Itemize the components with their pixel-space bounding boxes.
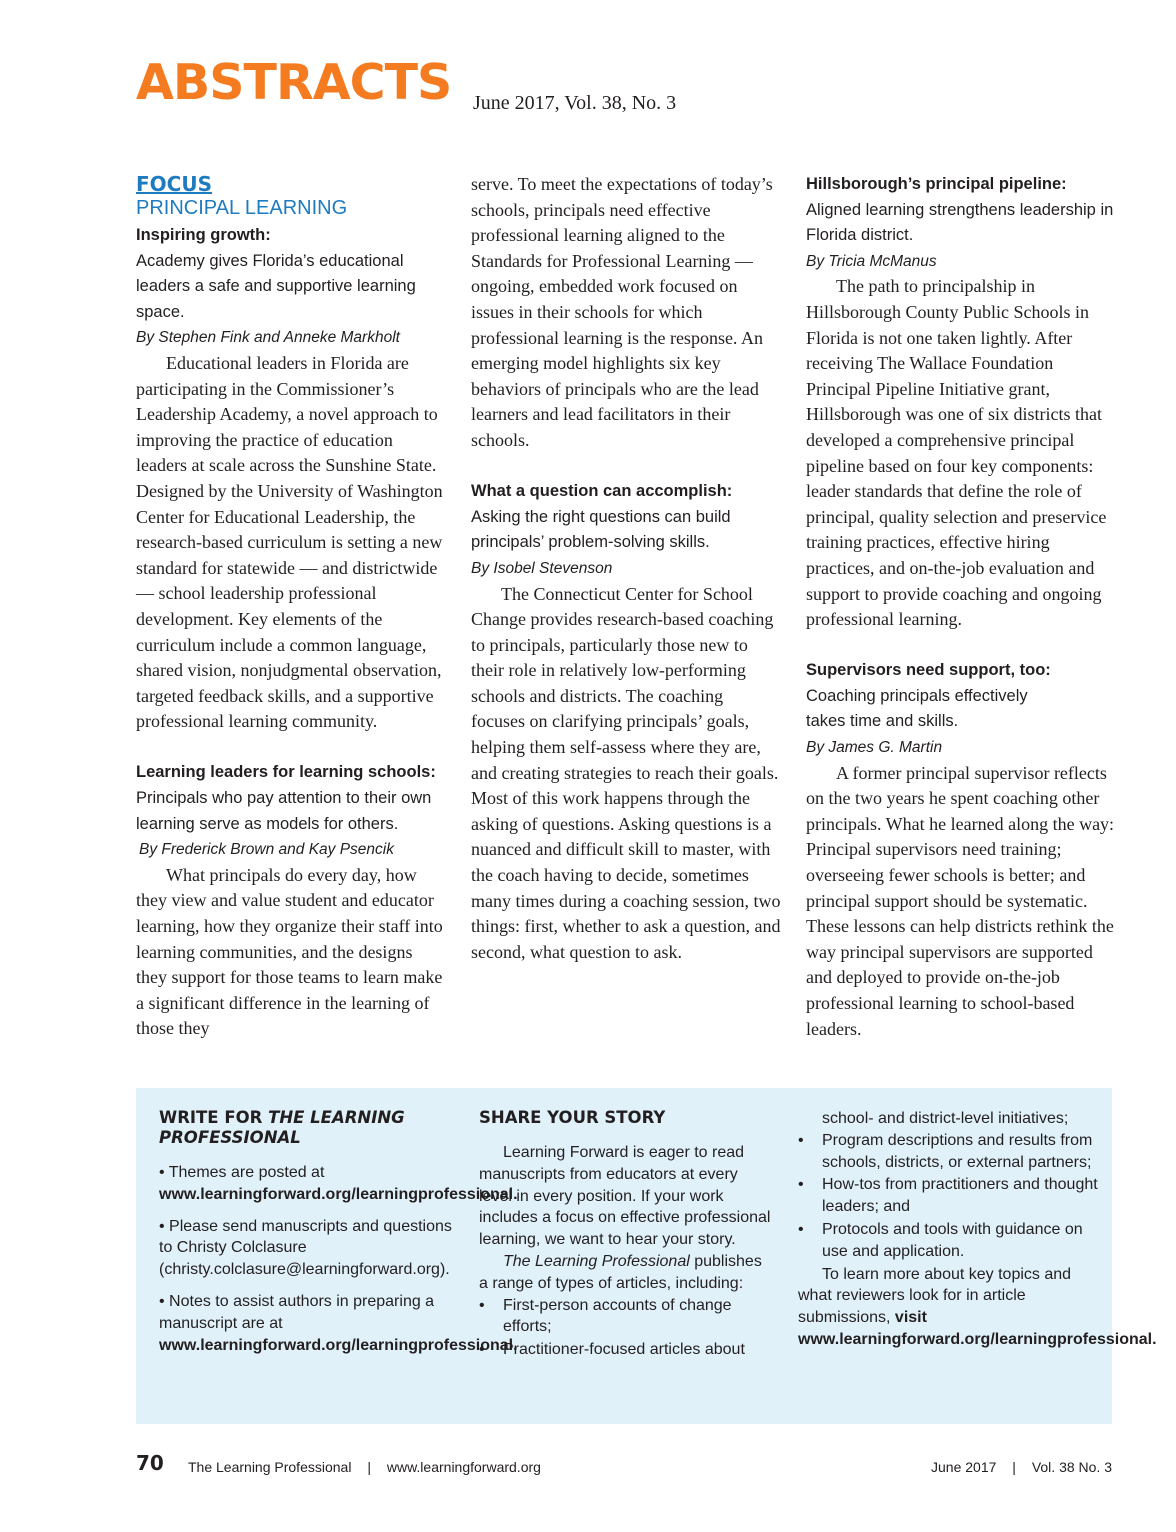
write-for-panel (159, 1108, 518, 1366)
abstract-learning-leaders (136, 760, 446, 1042)
footer-date: June 2017 (931, 1459, 997, 1475)
abstract-title: Supervisors need support, too: (806, 661, 1051, 680)
column-2 (471, 172, 781, 965)
section-heading: FOCUS (136, 172, 212, 196)
share-heading: SHARE YOUR STORY (479, 1108, 666, 1127)
abstract-body: Educational leaders in Florida are participating in the Commissioner’s Leadership Academy, a novel approach to improving the practice of education leaders at scale across the Sunshine State. Designed by the University of Washington Center for Educational Leadership, the research-based curriculum is setting a new standard for statewide — and districtwide — school leadership professional development. Key elements of the curriculum include a common language, shared vision, nonjudgmental observation, targeted feedback skills, and a supportive professional learning community. (136, 352, 443, 732)
abstract-byline: By Stephen Fink and Anneke Markholt (136, 329, 400, 347)
column-1 (136, 172, 446, 1042)
list-item: • Protocols and tools with guidance on use and application. (798, 1219, 1098, 1263)
author-info-box (136, 1088, 1157, 1424)
footer-volume: Vol. 38 No. 3 (1031, 1459, 1112, 1475)
abstract-body: The Connecticut Center for School Change provides research-based coaching to principals, particularly those new to their role in relatively low-performing schools and districts. The coaching focuses on clarifying principals’ goals, helping them self-assess where they are, and creating strategies to reach their goals. Most of this work happens through the asking of questions. Asking questions is a nuanced and difficult skill to master, with the coach having to decide, sometimes many times during a coaching session, two things: first, whether to ask a question, and second, what question to ask. (471, 583, 781, 962)
page-title: ABSTRACTS (136, 54, 452, 111)
abstract-byline: By Frederick Brown and Kay Psencik (139, 841, 394, 859)
abstract-body-continued: serve. To meet the expectations of today’s schools, principals need effective professional learning aligned to the Standards for Professional Learning — ongoing, embedded work focused on issues in their schools for which professional learning is the response. An emerging model highlights six key behaviors of principals who are the lead learners and lead facilitators in their schools. (471, 174, 773, 450)
list-item: • First-person accounts of change efforts; (479, 1295, 771, 1339)
abstract-body: The path to principalship in Hillsborough County Public Schools in Florida is not one taken lightly. After receiving The Wallace Foundation Principal Pipeline Initiative grant, Hillsborough was one of six districts that developed a comprehensive principal pipeline based on four key components: leader standards that define the role of principal, quality selection and preservice training practices, effective hiring practices, and on-the-job evaluation and support to provide coaching and ongoing professional learning. (806, 276, 1107, 630)
abstract-dek: Coaching principals effectively takes time and skills. (806, 686, 1028, 731)
write-heading: WRITE FOR THE LEARNING PROFESSIONAL (159, 1108, 405, 1147)
submission-link[interactable]: visit www.learningforward.org/learningprofessional. (798, 1309, 1157, 1348)
list-item: • Program descriptions and results from schools, districts, or external partners; (798, 1130, 1098, 1174)
publication-name: The Learning Professional (188, 1459, 352, 1475)
share-types: The Learning Professional publishes a range of types of articles, including: (479, 1252, 762, 1292)
manuscripts-note: • Please send manuscripts and questions to Christy Colclasure (christy.colclasure@learningforward.org). (159, 1217, 452, 1279)
issue-date: June 2017, Vol. 38, No. 3 (473, 92, 677, 114)
column-3 (806, 172, 1116, 1042)
website-link[interactable]: www.learningforward.org (386, 1459, 541, 1475)
abstract-title: Inspiring growth: (136, 226, 271, 244)
list-item-continued: school- and district-level initiatives; (822, 1110, 1069, 1127)
abstract-title: What a question can accomplish: (471, 482, 733, 501)
share-story-panel (479, 1108, 771, 1362)
abstract-body: A former principal supervisor reflects on the two years he spent coaching other principals. What he learned along the way: Principal supervisors need training; overseeing fewer schools is better; and principal support should be systematic. These lessons can help districts rethink the way principal supervisors are supported and deployed to provide on-the-job professional learning to school-based leaders. (806, 762, 1115, 1039)
abstract-byline: By James G. Martin (806, 739, 943, 757)
abstract-dek: Asking the right questions can build principals’ problem-solving skills. (471, 507, 731, 552)
abstract-byline: By Tricia McManus (806, 252, 937, 270)
abstract-dek: Aligned learning strengthens leadership in Florida district. (806, 200, 1114, 245)
share-closing: To learn more about key topics and what reviewers look for in article submissions, visit www.learningforward.org/learningprofessional. (798, 1265, 1157, 1348)
share-intro: Learning Forward is eager to read manuscripts from educators at every level in every position. If your work includes a focus on effective professional learning, we want to hear your story. (479, 1144, 771, 1249)
author-notes: • Notes to assist authors in preparing a manuscript are at www.learningforward.org/learningprofessional. (159, 1292, 518, 1354)
themes-note: • Themes are posted at www.learningforward.org/learningprofessional. (159, 1164, 518, 1203)
abstract-title: Hillsborough’s principal pipeline: (806, 175, 1067, 193)
abstract-dek: Academy gives Florida’s educational leaders a safe and supportive learning space. (136, 251, 416, 321)
abstract-inspiring-growth (136, 223, 446, 735)
subsection-heading: PRINCIPAL LEARNING (136, 197, 348, 219)
themes-link[interactable]: www.learningforward.org/learningprofessional. (159, 1185, 518, 1203)
abstract-dek: Principals who pay attention to their own learning serve as models for others. (136, 789, 432, 833)
list-item: • How-tos from practitioners and thought leaders; and (798, 1174, 1098, 1218)
abstract-hillsborough (806, 172, 1116, 633)
footer-separator: | (1012, 1459, 1016, 1475)
page-number: 70 (136, 1451, 164, 1475)
abstract-supervisors (806, 658, 1116, 1042)
list-item: • Practitioner-focused articles about (479, 1339, 771, 1361)
share-story-continued (798, 1108, 1157, 1351)
abstract-title: Learning leaders for learning schools: (136, 763, 436, 782)
abstract-body: What principals do every day, how they view and value student and educator learning, how they organize their staff into learning communities, and the designs they support for those teams to learn make a significant difference in the learning of those they (136, 864, 443, 1039)
notes-link[interactable]: www.learningforward.org/learningprofessional. (159, 1336, 518, 1354)
abstract-byline: By Isobel Stevenson (471, 559, 613, 577)
footer-separator: | (367, 1459, 371, 1475)
abstract-question (471, 479, 781, 965)
